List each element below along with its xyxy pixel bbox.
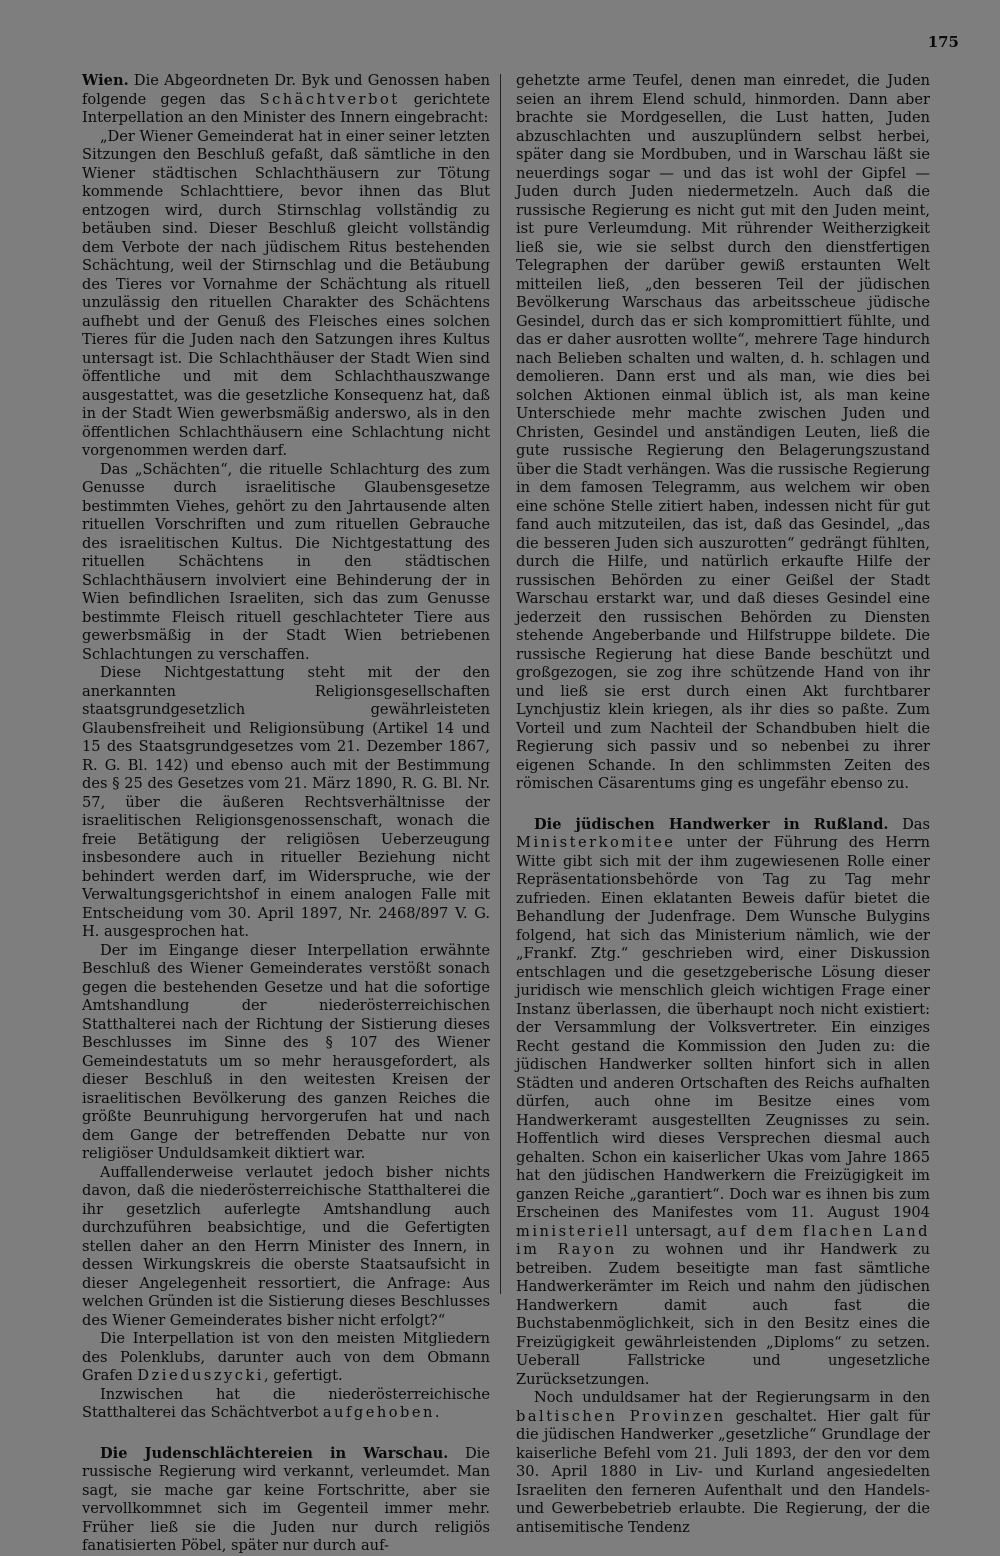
baltic-paragraph (516, 1389, 930, 1537)
handwerker-a: Das (902, 815, 930, 833)
wien-intro-spaced: Schächtverbot (259, 90, 400, 108)
p6-a: Die Interpellation ist von den meisten Mitgliedern des Polenklubs, darunter auch von dem Obmann Grafen (82, 1330, 490, 1384)
p7-a: Inzwischen hat die niederösterreichische Statthalterei das Schächtverbot (82, 1385, 490, 1421)
handwerker-spaced-3: auf dem flachen Land im Rayon (516, 1222, 931, 1258)
p6-spaced: Dzieduszycki (137, 1367, 264, 1384)
left-column (82, 72, 490, 1556)
section-gap (82, 1423, 490, 1445)
wien-intro-b: gerichtete Interpellation an den Minister des Innern eingebracht: (82, 90, 490, 126)
handwerker-c: untersagt, (635, 1222, 712, 1240)
wien-lead: Wien. (82, 72, 129, 89)
handwerker-paragraph (516, 816, 930, 1390)
wien-intro (82, 72, 490, 128)
p6-b: , gefertigt. (263, 1367, 343, 1384)
handwerker-spaced: Ministerkomitee (516, 834, 676, 851)
wien-paragraph-2: Das „Schächten“, die rituelle Schlachturg des zum Genusse durch israelitische Glaubensgesetze bestimmten Viehes, gehört zu den Jahrtausende alten rituellen Vorschriften und zum rituellen Gebrauche des israelitischen Kultus. Die Nichtgestattung des rituellen Schächtens in den städtischen Schlachthäusern involviert eine Behinderung der in Wien befindlichen Israeliten, sich das zum Genusse bestimmte Fleisch rituell geschlachteter Tiere aus gewerbsmäßig in der Stadt Wien betriebenen Schlachtungen zu verschaffen. (82, 460, 490, 663)
p2-b: geschaltet. Hier galt für die jüdischen Handwerker „gesetzliche“ Grundlage der kaiserliche Befehl vom 21. Juli 1893, der den vor dem 30. April 1880 in Liv- und Kurland angesiedelten Israeliten den ferneren Aufenthalt und den Handels- und Gewerbebetrieb erlaubte. Die Regierung, der die antisemitische Tendenz (516, 1407, 930, 1536)
wien-paragraph-4: Der im Eingange dieser Interpellation erwähnte Beschluß des Wiener Gemeinderates verstößt sonach gegen die bestehenden Gesetze und hat die sofortige Amtshandlung der niederösterreichischen Statthalterei nach der Richtung der Sistierung dieses Beschlusses im Sinne des § 107 des Wiener Gemeindestatuts um so mehr herausgefordert, als dieser Beschluß in den weitesten Kreisen der israelitischen Bevölkerung des ganzen Reiches die größte Beunruhigung hervorgerufen hat und nach dem Gange der betreffenden Debatte nur von religiöser Unduldsamkeit diktiert war. (82, 941, 490, 1162)
warschau-paragraph (82, 1445, 490, 1556)
column-rule (500, 74, 501, 1294)
p2-a: Noch unduldsamer hat der Regierungsarm in den (534, 1389, 930, 1406)
right-column (516, 72, 930, 1537)
wien-paragraph-3: Diese Nichtgestattung steht mit der den anerkannten Religionsgesellschaften staatsgrundgesetzlich gewährleisteten Glaubensfreiheit und Religionsübung (Artikel 14 und 15 des Staatsgrundgesetzes vom 21. Dezember 1867, R. G. Bl. 142) und ebenso auch mit der Bestimmung des § 25 des Gesetzes vom 21. März 1890, R. G. Bl. Nr. 57, über die äußeren Rechtsverhältnisse der israelitischen Religionsgenossenschaft, wonach die freie Betätigung der religiösen Ueberzeugung insbesondere auch in ritueller Beziehung nicht behindert werden darf, im Widerspruche, wie der Verwaltungsgerichtshof in einem analogen Falle mit Entscheidung vom 30. April 1897, Nr. 2468/897 V. G. H. ausgesprochen hat. (82, 664, 490, 940)
wien-paragraph-1: „Der Wiener Gemeinderat hat in einer seiner letzten Sitzungen den Beschluß gefaßt, daß sämtliche in den Wiener städtischen Schlachthäusern zur Tötung kommende Schlachttiere, bevor ihnen das Blut entzogen wird, durch Stirnschlag vollständig zu betäuben sind. Dieser Beschluß gleicht vollständig dem Verbote der nach jüdischem Ritus bestehenden Schächtung, weil der Stirnschlag und die Betäubung des Tieres vor Vornahme der Schächtung als rituell unzulässig den rituellen Charakter des Schächtens aufhebt und der Genuß des Fleisches eines solchen Tieres für die Juden nach den Satzungen ihres Kultus untersagt ist. Die Schlachthäuser der Stadt Wien sind öffentliche und mit dem Schlachthauszwange ausgestattet, was die gesetzliche Konsequenz hat, daß in der Stadt Wien gewerbsmäßig anderswo, als in den öffentlichen Schlachthäusern eine Schlachtung nicht vorgenommen werden darf. (82, 127, 490, 459)
wien-paragraph-7 (82, 1386, 490, 1423)
handwerker-b: unter der Führung des Herrn Witte gibt sich mit der ihm zugewiesenen Rolle einer Repräsentationsbehörde von Tag zu Tag mehr zufrieden. Einen eklatanten Beweis dafür bietet die Behandlung der Judenfrage. Dem Wunsche Bulygins folgend, hat sich das Ministerium nämlich, wie der „Frankf. Ztg.“ geschrieben wird, einer Diskussion entschlagen und die gesetzgeberische Lösung dieser juridisch wie menschlich gleich wichtigen Frage einer Instanz überlassen, die überhaupt noch nicht existiert: der Versammlung der Volksvertreter. Ein einziges Recht gestand die Kommission den Juden zu: die jüdischen Handwerker sollten hinfort sich in allen Städten und anderen Ortschaften des Reichs aufhalten dürfen, auch ohne im Besitze eines vom Handwerkeramt ausgestellten Zeugnisses zu sein. Hoffentlich wird dieses Versprechen diesmal auch gehalten. Schon ein kaiserlicher Ukas vom Jahre 1865 hat den jüdischen Handwerkern die Freizügigkeit im ganzen Reiche „garantiert“. Doch war es ihnen bis zum Erscheinen des Manifestes vom 11. August 1904 (516, 834, 930, 1221)
warschau-title: Die Judenschlächtereien in Warschau. (100, 1444, 449, 1462)
handwerker-spaced-2: ministeriell (516, 1222, 631, 1240)
handwerker-d: zu wohnen und ihr Handwerk zu betreiben. Zudem beseitigte man fast sämtliche Handwerkerämter im Reich und nahm den jüdischen Handwerkern damit auch fast die Buchstabenmöglichkeit, sich in den Besitz eines die Freizügigkeit gewährleistenden „Diploms“ zu setzen. Ueberall Fallstricke und ungesetzliche Zurücksetzungen. (516, 1241, 931, 1388)
warschau-continued: gehetzte arme Teufel, denen man einredet, die Juden seien an ihrem Elend schuld, hinmorden. Dann aber brachte sie Mordgesellen, die Lust hatten, Juden abzuschlachten und auszuplündern selbst herbei, später dang sie Mordbuben, und in Warschau läßt sie neuerdings sogar — und das ist wohl der Gipfel — Juden durch Juden niedermetzeln. Auch daß die russische Regierung es nicht gut mit den Juden meint, ist pure Verleumdung. Mit rührender Weitherzigkeit ließ sie, wie sie selbst durch den dienstfertigen Telegraphen der darüber gewiß erstaunten Welt mitteilen ließ, „den besseren Teil der jüdischen Bevölkerung Warschaus das arbeitsscheue jüdische Gesindel, durch das er sich kompromittiert fühlte, und das er daher ausrotten wollte“, mehrere Tage hindurch nach Belieben schalten und walten, d. h. schlagen und demolieren. Dann erst und als man, wie dies bei solchen Aktionen einmal üblich ist, als man keine Unterschiede mehr machte zwischen Juden und Christen, Gesindel und anständigen Leuten, ließ die gute russische Regierung den Belagerungszustand über die Stadt verhängen. Was die russische Regierung in dem famosen Telegramm, aus welchem wir oben eine schöne Stelle zitiert haben, indessen nicht für gut fand auch mitzuteilen, das ist, daß das Gesindel, „das die besseren Juden sich auszurotten“ gedrängt fühlten, durch die Hilfe, und natürlich erkaufte Hilfe der russischen Behörden zu einer Geißel der Stadt Warschau erstarkt war, und daß dieses Gesindel eine jederzeit den russischen Behörden zu Diensten stehende Angeberbande und Hilfstruppe bildete. Die russische Regierung hat diese Bande beschützt und großgezogen, sie zog ihre schützende Hand von ihr und ließ sie erst durch einen Akt furchtbarer Lynchjustiz klein kriegen, als ihr dies so paßte. Zum Vorteil und zum Nachteil der Schandbuben hielt die Regierung sich passiv und so nebenbei zu ihrer eigenen Schande. In den schlimmsten Zeiten des römischen Cäsarentums ging es ungefähr ebenso zu. (516, 72, 930, 792)
section-gap (516, 794, 930, 816)
wien-intro-a: Die Abgeordneten Dr. Byk und Genossen haben folgende gegen das (82, 72, 491, 108)
wien-paragraph-6 (82, 1330, 490, 1386)
handwerker-title: Die jüdischen Handwerker in Rußland. (534, 815, 889, 833)
page-number: 175 (927, 33, 959, 51)
wien-paragraph-5: Auffallenderweise verlautet jedoch bisher nichts davon, daß die niederösterreichische Statthalterei die ihr gesetzlich auferlegte Amtshandlung auch durchzuführen beabsichtige, und die Gefertigten stellen daher an den Herrn Minister des Innern, in dessen Wirkungskreis die oberste Staatsaufsicht in dieser Angelegenheit ressortiert, die Anfrage: Aus welchen Gründen ist die Sistierung dieses Beschlusses des Wiener Gemeinderates bisher nicht erfolgt?“ (82, 1163, 490, 1329)
p7-b: . (434, 1404, 440, 1421)
p2-spaced: baltischen Provinzen (516, 1407, 726, 1425)
p7-spaced: aufgehoben (322, 1404, 435, 1421)
warschau-text: Die russische Regierung wird verkannt, verleumdet. Man sagt, sie mache gar keine Fortschritte, aber sie vervollkommnet sich im Gegenteil immer mehr. Früher ließ sie die Juden nur durch religiös fanatisierten Pöbel, später nur durch auf- (82, 1444, 490, 1554)
